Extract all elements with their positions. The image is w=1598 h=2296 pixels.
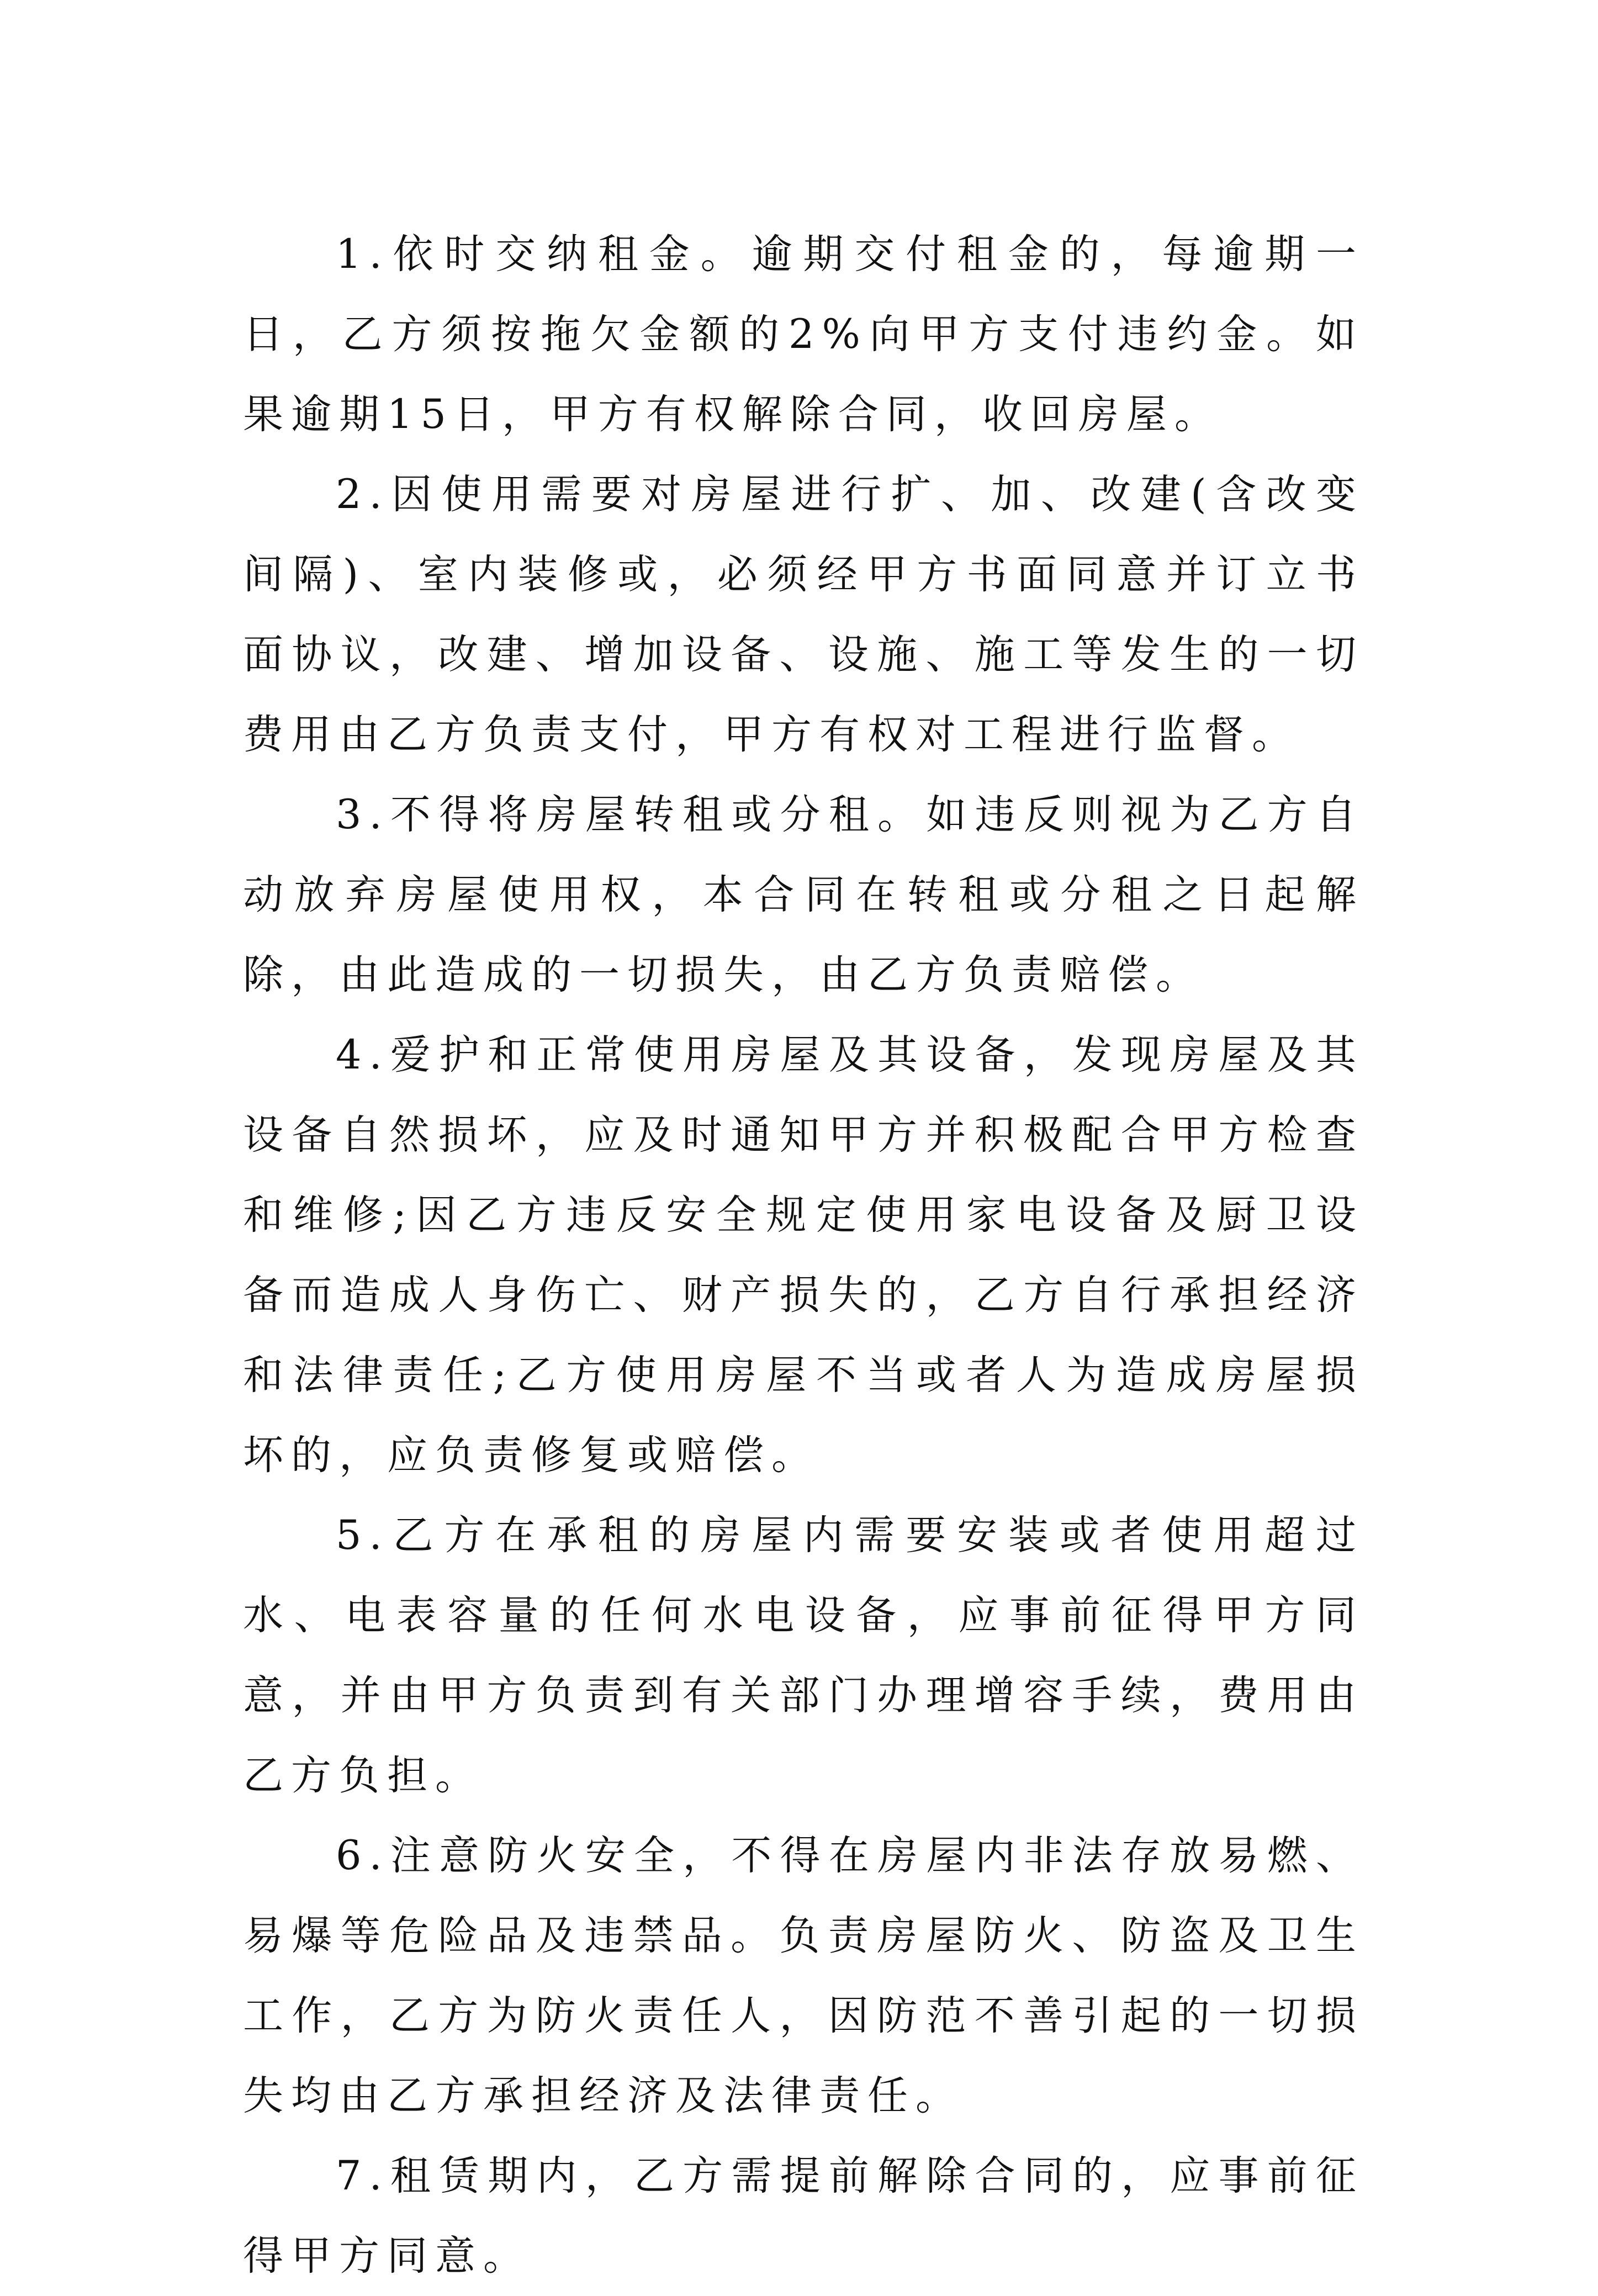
clause-7: 7.租赁期内，乙方需提前解除合同的，应事前征得甲方同意。: [243, 2152, 1364, 2279]
clause-4: 4.爱护和正常使用房屋及其设备，发现房屋及其设备自然损坏，应及时通知甲方并积极配合甲方检查和维修;因乙方违反安全规定使用家电设备及厨卫设备而造成人身伤亡、财产损失的，乙方自行承担经济和法律责任;乙方使用房屋不当或者人为造成房屋损坏的，应负责修复或赔偿。: [243, 1031, 1364, 1479]
clause-6: 6.注意防火安全，不得在房屋内非法存放易燃、易爆等危险品及违禁品。负责房屋防火、防盗及卫生工作，乙方为防火责任人，因防范不善引起的一切损失均由乙方承担经济及法律责任。: [243, 1832, 1364, 2119]
clause-3: 3.不得将房屋转租或分租。如违反则视为乙方自动放弃房屋使用权，本合同在转租或分租之日起解除，由此造成的一切损失，由乙方负责赔偿。: [243, 791, 1364, 998]
clause-2: 2.因使用需要对房屋进行扩、加、改建(含改变间隔)、室内装修或，必须经甲方书面同意并订立书面协议，改建、增加设备、设施、施工等发生的一切费用由乙方负责支付，甲方有权对工程进行监督。: [243, 471, 1364, 758]
clause-1: 1.依时交纳租金。逾期交付租金的，每逾期一日，乙方须按拖欠金额的2%向甲方支付违约金。如果逾期15日，甲方有权解除合同，收回房屋。: [243, 231, 1364, 438]
contract-clauses: [243, 214, 1364, 2296]
clause-5: 5.乙方在承租的房屋内需要安装或者使用超过水、电表容量的任何水电设备，应事前征得甲方同意，并由甲方负责到有关部门办理增容手续，费用由乙方负担。: [243, 1512, 1364, 1799]
